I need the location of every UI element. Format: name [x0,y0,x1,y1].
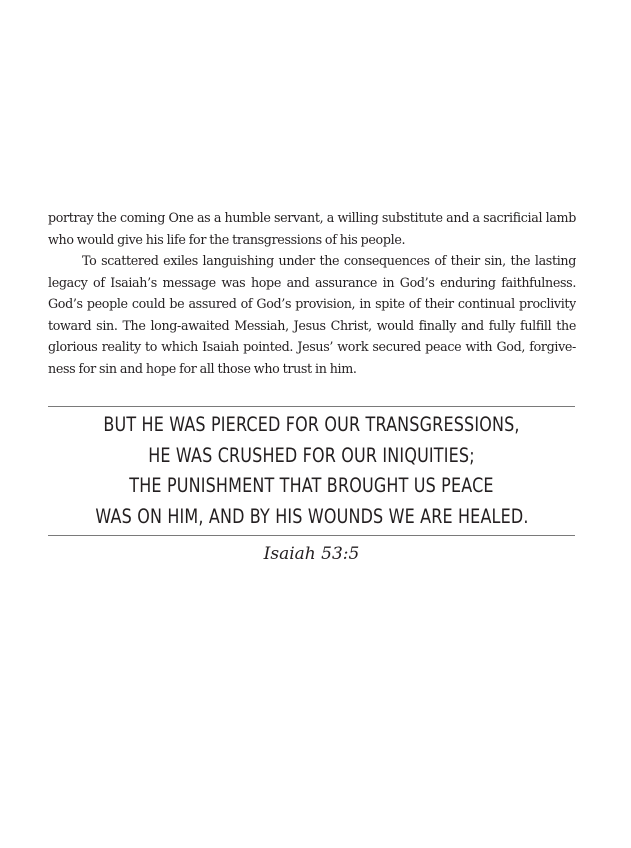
pull-quote-line: BUT HE WAS PIERCED FOR OUR TRANSGRESSIONS, [103,413,520,436]
pull-quote-line: HE WAS CRUSHED FOR OUR INIQUITIES; [148,443,475,467]
body-line: who would give his life for the transgressions of his people. [48,231,406,247]
body-line: portray the coming One as a humble servant, a willing substitute and a sacrificial lamb [48,210,576,225]
pull-quote [95,410,527,532]
body-line: To scattered exiles languishing under the consequences of their sin, the lasting [82,253,576,268]
body-paragraphs [48,207,576,379]
scripture-citation: Isaiah 53:5 [263,544,360,564]
pull-quote-line: WAS ON HIM, AND BY HIS WOUNDS WE ARE HEALED. [95,504,529,528]
body-line: glorious reality to which Isaiah pointed. Jesus’ work secured peace with God, forgive- [48,339,576,354]
body-line: toward sin. The long-awaited Messiah, Jesus Christ, would finally and fully fulfill the [48,317,576,333]
pull-quote-bottom-divider [48,535,575,536]
body-line: legacy of Isaiah’s message was hope and assurance in God’s enduring faithfulness. [48,274,576,290]
body-line: ness for sin and hope for all those who trust in him. [48,360,357,376]
body-line: God’s people could be assured of God’s provision, in spite of their continual proclivity [48,296,576,311]
pull-quote-line: THE PUNISHMENT THAT BROUGHT US PEACE [129,474,494,497]
pull-quote-top-divider [48,406,575,407]
